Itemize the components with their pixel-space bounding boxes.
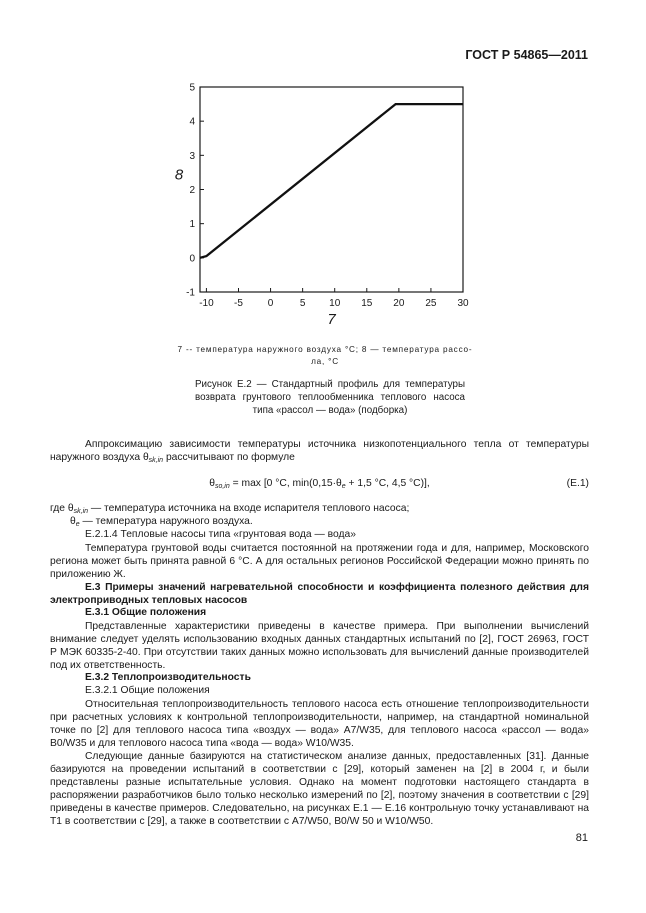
intro-symbol-subscript: sk,in: [148, 457, 164, 465]
paragraph-groundwater: Температура грунтовой воды считается постоянной на протяжении года и для, например, Московского региона может быть принята равной 6 °С. А для остальных регионов Российской Федерации можно принять по приложению Ж.: [50, 543, 589, 581]
where-symbol2-subscript: e: [75, 521, 80, 528]
paragraph-e31: Представленные характеристики приведены в качестве примера. При выполнении вычислений внимание следует уделять использованию входных данных стандартных испытаний по [2], ГОСТ 26963, ГОСТ Р МЭК 60335-2-40. При отсутствии таких данных можно использовать для вычислений данные производителей под их ответственность.: [50, 621, 589, 672]
formula-number: (Е.1): [566, 478, 589, 489]
where-def1: — температура источника на входе испарителя теплового насоса;: [88, 503, 410, 514]
section-e214-title: Е.2.1.4 Тепловые насосы типа «грунтовая вода — вода»: [85, 529, 356, 540]
y-tick-label: 3: [189, 150, 195, 162]
where-definition-1: [50, 503, 409, 515]
formula-lhs-subscript: so,in: [214, 483, 230, 490]
intro-text-end: рассчитывают по формуле: [163, 452, 295, 464]
x-tick-label: 5: [299, 298, 306, 309]
return-temperature-line: [200, 104, 463, 258]
formula-lhs: θ: [209, 478, 215, 489]
y-tick-label: 2: [189, 185, 195, 196]
y-tick-label: 5: [189, 82, 195, 94]
section-e321-heading: Е.3.2.1 Общие положения: [85, 685, 210, 696]
chart-legend-line-2: ла, °С: [311, 357, 339, 366]
paragraph-statistics: Следующие данные базируются на статистическом анализе данных, предоставленных [31]. Данные базируются на проведении испытаний в соответствии с [29], который заменен на [2] в 2004 г, и были представлены разные испытательные условия. Однако на момент подготовки настоящего стандарта в распоряжении разработчиков было только несколько измерений по [2], поэтому значения в соответствии с [29] приведены в качестве примеров. Следовательно, на рисунках Е.1 — Е.16 контрольную точку устанавливают на Т1 в соответствии с [29], а также в соответствии с A7/W50, B0/W 50 и W10/W50.: [50, 751, 589, 828]
section-e3-heading: Е.3 Примеры значений нагревательной способности и коэффициента полезного действия для электроприводных тепловых насосов: [50, 582, 589, 607]
x-tick-label: -5: [234, 298, 243, 309]
paragraph-intro: [50, 438, 589, 467]
formula-body: [50, 478, 589, 490]
formula-rhs-start: = max [0 °С, min(0,15·θ: [229, 478, 342, 489]
x-tick-label: 15: [361, 298, 373, 309]
section-e32-heading: Е.3.2 Теплопроизводительность: [85, 672, 251, 683]
x-tick-label: 0: [267, 298, 274, 309]
where-symbol2: θ: [70, 516, 76, 527]
chart-plot-area: [175, 83, 469, 329]
page-number: 81: [575, 832, 588, 844]
figure-caption: Рисунок Е.2 — Стандартный профиль для температуры возврата грунтового теплообменника теплового насоса типа «рассол — вода» (подборка): [195, 379, 465, 416]
formula-rhs-subscript: e: [341, 483, 346, 490]
x-tick-label: 20: [393, 298, 405, 309]
where-prefix: где θ: [50, 503, 74, 514]
y-tick-label: -1: [186, 287, 195, 299]
where-def2: — температура наружного воздуха.: [79, 516, 253, 527]
return-temperature-chart: [0, 0, 646, 340]
paragraph-e321: Относительная теплопроизводительность теплового насоса есть отношение теплопроизводительности при расчетных условиях к контрольной теплопроизводительности, например, на стандартной номинальной точке по [2] для теплового насоса типа «воздух — вода» A7/W35, для теплового насоса «рассол — вода» B0/W35 и для теплового насоса типа «вода — вода» W10/W35.: [50, 699, 589, 750]
x-axis-label: 7: [327, 311, 336, 328]
intro-text: Аппроксимацию зависимости температуры источника низкопотенциального тепла от температуры наружного воздуха θ: [50, 439, 589, 464]
where-definition-2: [70, 516, 253, 528]
formula-e1: [50, 478, 589, 492]
y-axis-label: 8: [174, 166, 184, 184]
document-header: ГОСТ Р 54865—2011: [465, 48, 588, 62]
x-tick-label: -10: [199, 298, 214, 309]
chart-frame: [200, 87, 463, 292]
x-tick-label: 10: [329, 298, 341, 309]
x-tick-label: 30: [457, 298, 469, 309]
y-tick-label: 4: [189, 116, 195, 128]
chart-legend-line-1: 7 -- температура наружного воздуха °С; 8 — температура рассо-: [177, 345, 473, 354]
y-tick-label: 0: [189, 253, 195, 265]
formula-rhs-end: + 1,5 °С, 4,5 °С)],: [345, 478, 430, 489]
where-symbol1-subscript: sk,in: [73, 508, 89, 515]
section-e31-heading: Е.3.1 Общие положения: [85, 607, 207, 618]
y-tick-label: 1: [189, 219, 195, 231]
x-tick-label: 25: [425, 298, 437, 309]
